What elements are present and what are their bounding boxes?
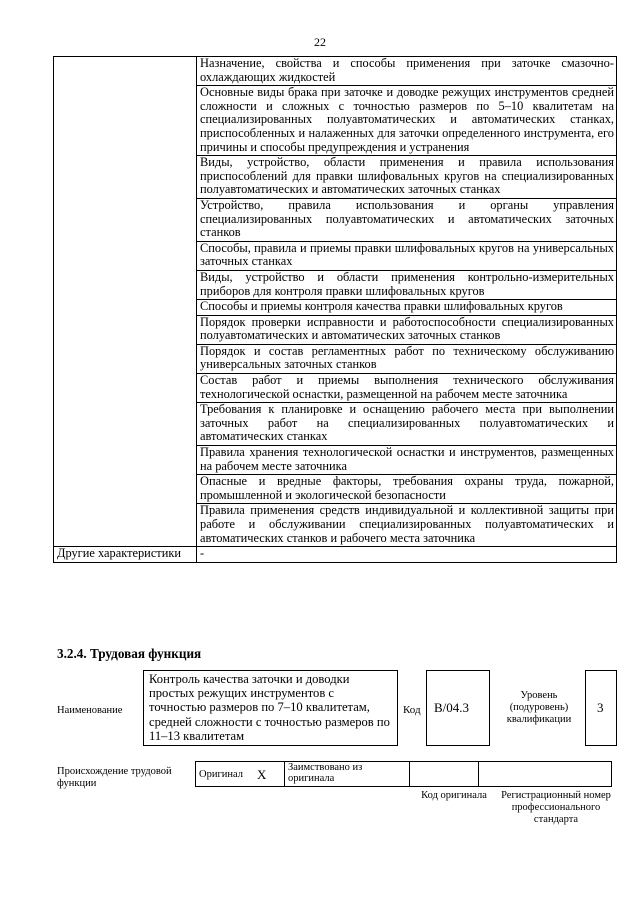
page-number: 22 xyxy=(314,35,326,49)
table-cell: Способы и приемы контроля качества правки шлифовальных кругов xyxy=(197,300,617,316)
table-cell: Основные виды брака при заточке и доводке режущих инструментов средней сложности и сложных с точностью размеров по 5–10 квалитетам на специализированных полуавтоматических и автоматических станках, приспособленных и налаженных для заточки определенного инструмента, его причины и способы предупреждения и устранения xyxy=(197,86,617,156)
reg-number-label: Регистрационный номер профессионального стандарта xyxy=(501,790,611,825)
table-cell: Требования к планировке и оснащению рабочего места при выполнении заточных работ на специализированных полуавтоматических и автоматических станках xyxy=(197,403,617,446)
table-cell: Назначение, свойства и способы применения при заточке смазочно-охлаждающих жидкостей xyxy=(197,57,617,86)
table-cell: Виды, устройство и области применения контрольно-измерительных приборов для контроля правки шлифовальных кругов xyxy=(197,270,617,299)
other-characteristics-label: Другие характеристики xyxy=(54,547,197,563)
table-cell: Правила хранения технологической оснастки и инструментов, размещенных на рабочем месте заточника xyxy=(197,446,617,475)
original-label: Оригинал xyxy=(196,762,255,787)
table-row xyxy=(196,762,612,787)
reg-number-cell xyxy=(479,762,612,787)
other-characteristics-value: - xyxy=(197,547,617,563)
table-row xyxy=(54,57,617,86)
origin-label: Происхождение трудовой функции xyxy=(57,766,172,789)
table-cell: Состав работ и приемы выполнения технического обслуживания технологической оснастки, размещенной на рабочем месте заточника xyxy=(197,374,617,403)
code-value: B/04.3 xyxy=(434,700,470,715)
table-row xyxy=(54,547,617,563)
section-title: 3.2.4. Трудовая функция xyxy=(57,646,202,661)
requirements-table xyxy=(53,56,617,563)
table-cell: Виды, устройство, области применения и правила использования приспособлений для правки шлифовальных кругов на специализированных полуавтоматических и автоматических заточных станках xyxy=(197,156,617,199)
qualification-level-label: Уровень (подуровень) квалификации xyxy=(506,690,572,725)
code-label: Код xyxy=(403,704,421,716)
function-name-value: Контроль качества заточки и доводки простых режущих инструментов с точностью размеров по 7–10 квалитетам, средней сложности с точностью размеров по 11–13 квалитетам xyxy=(149,672,390,743)
required-knowledge-label-cell xyxy=(54,57,197,547)
table-cell: Правила применения средств индивидуальной и коллективной защиты при работе и обслуживании специализированных полуавтоматических и автоматических станков и рабочего места заточника xyxy=(197,504,617,547)
name-label: Наименование xyxy=(57,705,123,716)
original-mark: X xyxy=(254,762,285,787)
qualification-level-value: 3 xyxy=(597,700,604,715)
origin-table xyxy=(195,761,612,787)
borrowed-label: Заимствовано из оригинала xyxy=(285,762,410,787)
origin-code-cell xyxy=(410,762,479,787)
table-cell: Опасные и вредные факторы, требования охраны труда, пожарной, промышленной и экологической безопасности xyxy=(197,475,617,504)
table-cell: Устройство, правила использования и органы управления специализированных полуавтоматических и автоматических заточных станков xyxy=(197,198,617,241)
table-cell: Способы, правила и приемы правки шлифовальных кругов на универсальных заточных станках xyxy=(197,241,617,270)
origin-code-label: Код оригинала xyxy=(421,790,487,801)
table-cell: Порядок и состав регламентных работ по техническому обслуживанию универсальных заточных станков xyxy=(197,344,617,373)
table-cell: Порядок проверки исправности и работоспособности специализированных полуавтоматических и автоматических заточных станков xyxy=(197,315,617,344)
